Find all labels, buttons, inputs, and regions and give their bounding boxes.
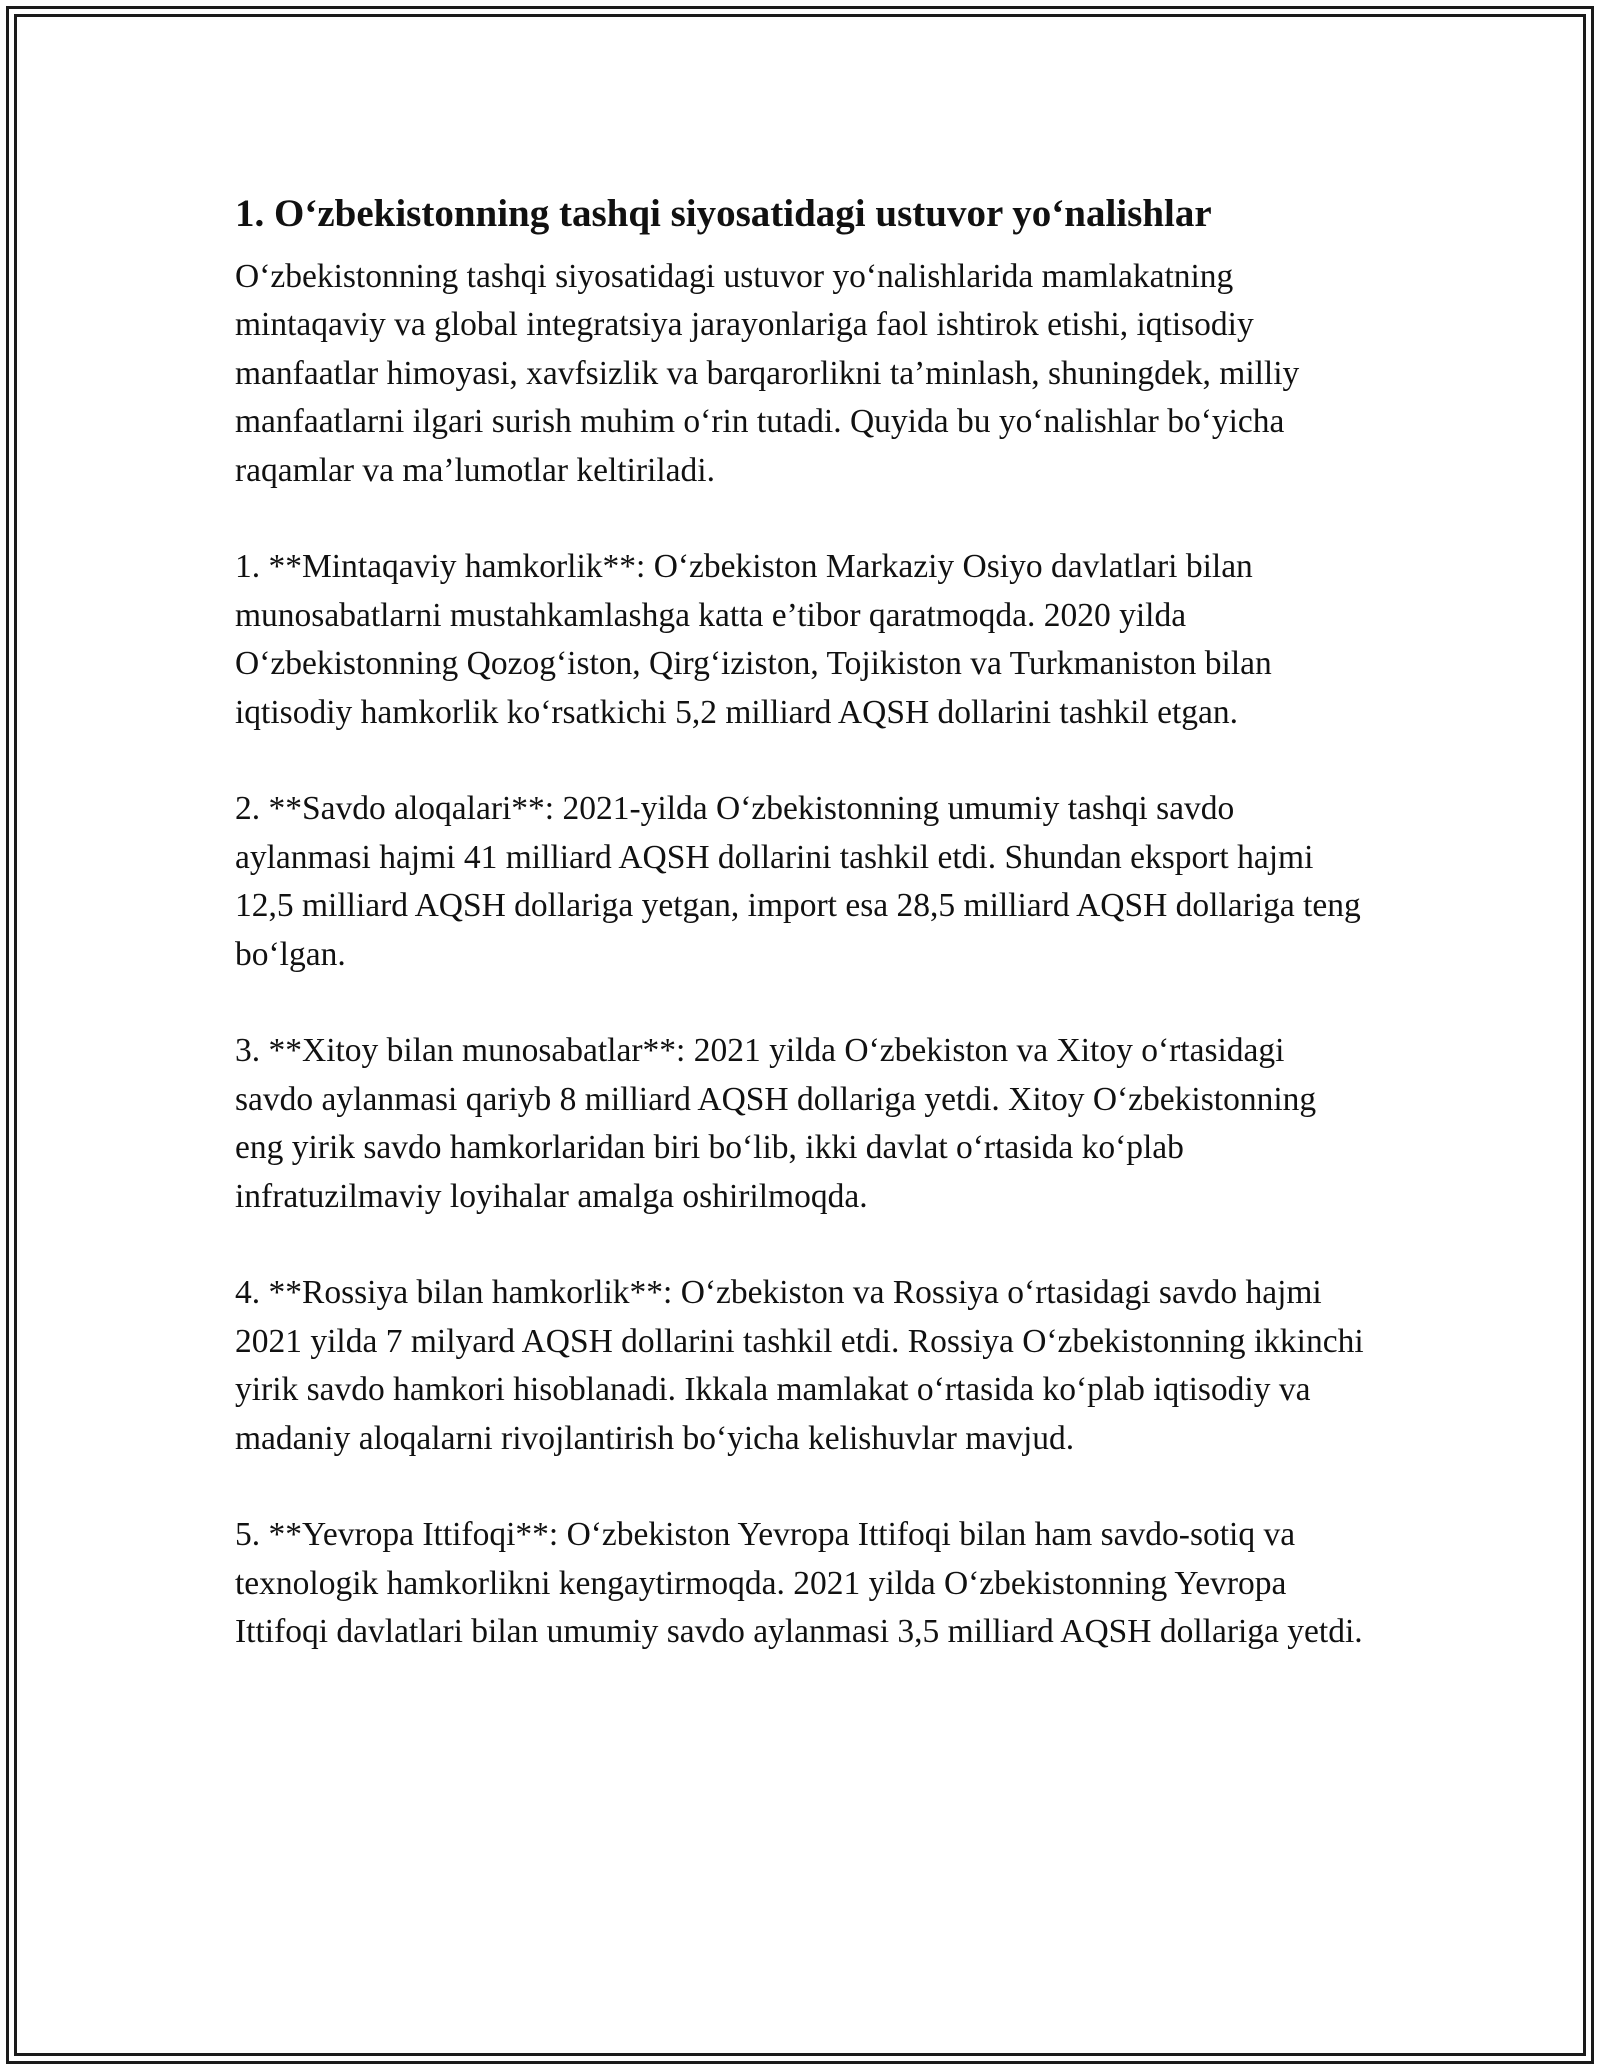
list-item-china-relations: 3. **Xitoy bilan munosabatlar**: 2021 yilda O‘zbekiston va Xitoy o‘rtasidagi savdo aylanmasi qariyb 8 milliard AQSH dollariga yetdi. Xitoy O‘zbekistonning eng yirik savdo hamkorlaridan biri bo‘lib, ikki davlat o‘rtasida ko‘plab infratuzilmaviy loyihalar amalga oshirilmoqda. — [235, 1032, 1317, 1215]
list-item-regional-cooperation: 1. **Mintaqaviy hamkorlik**: O‘zbekiston Markaziy Osiyo davlatlari bilan munosabatlarni mustahkamlashga katta e’tibor qaratmoqda. 2020 yilda O‘zbekistonning Qozog‘iston, Qirg‘iziston, Tojikiston va Turkmaniston bilan iqtisodiy hamkorlik ko‘rsatkichi 5,2 milliard AQSH dollarini tashkil etgan. — [235, 548, 1272, 731]
list-item-trade-relations: 2. **Savdo aloqalari**: 2021-yilda O‘zbekistonning umumiy tashqi savdo aylanmasi hajmi 41 milliard AQSH dollarini tashkil etdi. Shundan eksport hajmi 12,5 milliard AQSH dollariga yetgan, import esa 28,5 milliard AQSH dollariga teng bo‘lgan. — [235, 790, 1361, 973]
section-heading: 1. O‘zbekistonning tashqi siyosatidagi ustuvor yo‘nalishlar — [235, 192, 1212, 235]
document-body — [235, 186, 1370, 1657]
list-item-russia-cooperation: 4. **Rossiya bilan hamkorlik**: O‘zbekiston va Rossiya o‘rtasidagi savdo hajmi 2021 yilda 7 milyard AQSH dollarini tashkil etdi. Rossiya O‘zbekistonning ikkinchi yirik savdo hamkori hisoblanadi. Ikkala mamlakat o‘rtasida ko‘plab iqtisodiy va madaniy aloqalarni rivojlantirish bo‘yicha kelishuvlar mavjud. — [235, 1274, 1364, 1457]
list-item-european-union: 5. **Yevropa Ittifoqi**: O‘zbekiston Yevropa Ittifoqi bilan ham savdo-sotiq va texnologik hamkorlikni kengaytirmoqda. 2021 yilda O‘zbekistonning Yevropa Ittifoqi davlatlari bilan umumiy savdo aylanmasi 3,5 milliard AQSH dollariga yetdi. — [235, 1516, 1363, 1651]
intro-paragraph: O‘zbekistonning tashqi siyosatidagi ustuvor yo‘nalishlarida mamlakatning mintaqaviy va global integratsiya jarayonlariga faol ishtirok etishi, iqtisodiy manfaatlar himoyasi, xavfsizlik va barqarorlikni ta’minlash, shuningdek, milliy manfaatlarni ilgari surish muhim o‘rin tutadi. Quyida bu yo‘nalishlar bo‘yicha raqamlar va ma’lumotlar keltiriladi. — [235, 258, 1300, 489]
